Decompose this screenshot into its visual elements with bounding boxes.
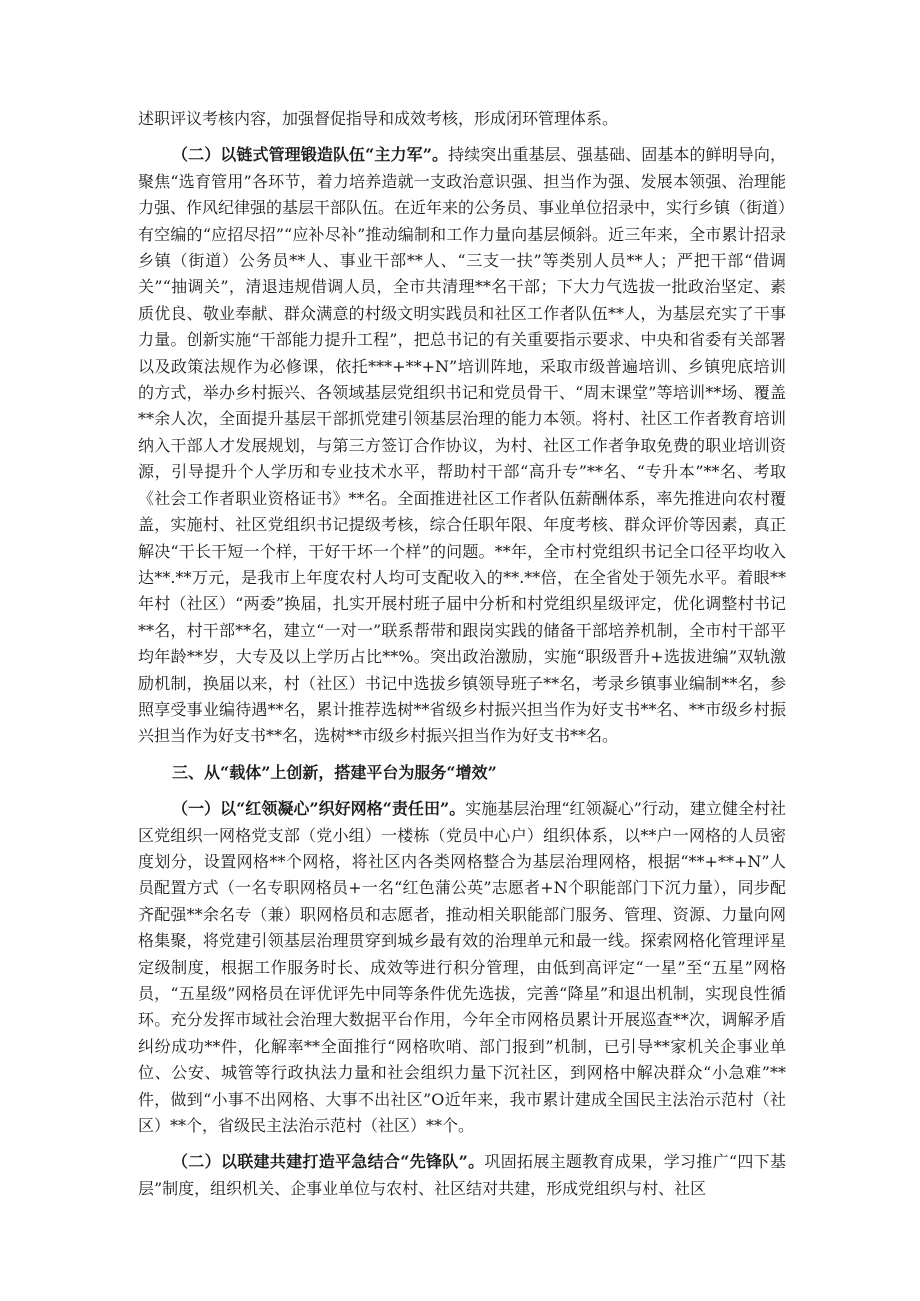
paragraph-body: 巩固拓展主题教育成果，学习推广“四下基层”制度，组织机关、企事业单位与农村、社区结对共建，形成党组织与村、社区	[138, 1152, 786, 1198]
paragraph-closing-continuation: 述职评议考核内容，加强督促指导和成效考核，形成闭环管理体系。	[138, 109, 619, 128]
paragraph-chain-management	[138, 142, 786, 749]
paragraph-red-grid	[138, 796, 786, 1139]
paragraph-lead-heading: （二）以联建共建打造平急结合“先锋队”。	[172, 1152, 485, 1172]
paragraph-lead-heading: （二）以链式管理锻造队伍“主力军”。	[172, 145, 449, 165]
paragraph-body: 实施基层治理“红领凝心”行动，建立健全村社区党组织一网格党支部（党小组）一楼栋（党员中心户）组织体系，以**户一网格的人员密度划分，设置网格**个网格，将社区内各类网格整合为基层治理网格，根据“**+**+N”人员配置方式（一名专职网格员+一名“红色蒲公英”志愿者+N个职能部门下沉力量），同步配齐配强**余名专（兼）职网格员和志愿者，推动相关职能部门服务、管理、资源、力量向网格集聚，将党建引领基层治理贯穿到城乡最有效的治理单元和最一线。探索网格化管理评星定级制度，根据工作服务时长、成效等进行积分管理，由低到高评定“一星”至“五星”网格员，“五星级”网格员在评优评先中同等条件优先选拔，完善“降星”和退出机制，实现良性循环。充分发挥市域社会治理大数据平台作用，今年全市网格员累计开展巡查**次，调解矛盾纠纷成功**件，化解率**全面推行“网格吹哨、部门报到”机制，已引导**家机关企事业单位、公安、城管等行政执法力量和社会组织力量下沉社区，到网格中解决群众“小急难”**件，做到“小事不出网格、大事不出社区”O近年来，我市累计建成全国民主法治示范村（社区）**个，省级民主法治示范村（社区）**个。	[138, 799, 786, 1136]
paragraph-joint-building	[138, 1149, 786, 1202]
section-heading: 三、从“载体”上创新，搭建平台为服务“增效”	[172, 762, 497, 782]
paragraph-lead-heading: （一）以“红领凝心”织好网格“责任田”。	[172, 799, 466, 819]
paragraph-body: 持续突出重基层、强基础、固基本的鲜明导向，聚焦“选育管用”各环节，着力培养造就一支政治意识强、担当作为强、发展本领强、治理能力强、作风纪律强的基层干部队伍。在近年来的公务员、事业单位招录中，实行乡镇（街道）有空编的“应招尽招”“应补尽补”推动编制和工作力量向基层倾斜。近三年来，全市累计招录乡镇（街道）公务员**人、事业干部**人、“三支一扶”等类别人员**人；严把干部“借调关”“抽调关”，清退违规借调人员，全市共清理**名干部；下大力气选拔一批政治坚定、素质优良、敬业奉献、群众满意的村级文明实践员和社区工作者队伍**人，为基层充实了干事力量。创新实施“干部能力提升工程”，把总书记的有关重要指示要求、中央和省委有关部署以及政策法规作为必修课，依托***+**+N”培训阵地，采取市级普遍培训、乡镇兜底培训的方式，举办乡村振兴、各领域基层党组织书记和党员骨干、“周末课堂”等培训**场、覆盖**余人次，全面提升基层干部抓党建引领基层治理的能力本领。将村、社区工作者教育培训纳入干部人才发展规划，与第三方签订合作协议，为村、社区工作者争取免费的职业培训资源，引导提升个人学历和专业技术水平，帮助村干部“高升专”**名、“专升本”**名、考取《社会工作者职业资格证书》**名。全面推进社区工作者队伍薪酬体系，率先推进向农村覆盖，实施村、社区党组织书记提级考核，综合任职年限、年度考核、群众评价等因素，真正解决“干长干短一个样，干好干坏一个样”的问题。**年，全市村党组织书记全口径平均收入达**.**万元，是我市上年度农村人均可支配收入的**.**倍，在全省处于领先水平。着眼**年村（社区）“两委”换届，扎实开展村班子届中分析和村党组织星级评定，优化调整村书记**名，村干部**名，建立“一对一”联系帮带和跟岗实践的储备干部培养机制，全市村干部平均年龄**岁，大专及以上学历占比**%。突出政治激励，实施“职级晋升+选拔进编”双轨激励机制，换届以来，村（社区）书记中选拔乡镇领导班子**名，考录乡镇事业编制**名，参照享受事业编待遇**名，累计推荐选树**省级乡村振兴担当作为好支书**名、**市级乡村振兴担当作为好支书**名，选树**市级乡村振兴担当作为好支书**名。	[138, 145, 787, 746]
